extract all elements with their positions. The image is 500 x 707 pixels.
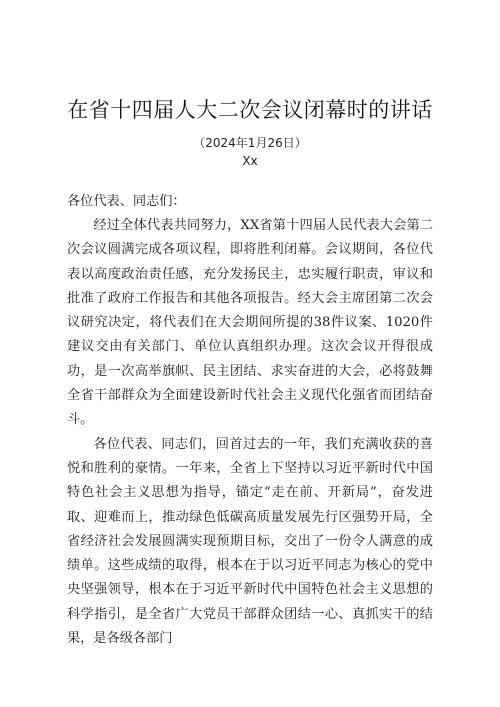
document-body (67, 214, 433, 651)
paragraph: 各位代表、同志们，回首过去的一年，我们充满收获的喜悦和胜利的豪情。一年来，全省上下坚持以习近平新时代中国特色社会主义思想为指导，锚定“走在前、开新局”，奋发进取、迎难而上，推动绿色低碳高质量发展先行区强势开局，全省经济社会发展圆满实现预期目标，交出了一份令人满意的成绩单。这些成绩的取得，根本在于以习近平同志为核心的党中央坚强领导，根本在于习近平新时代中国特色社会主义思想的科学指引，是全省广大党员干部群众团结一心、真抓实干的结果，是各级各部门 (67, 436, 433, 647)
paragraph: 经过全体代表共同努力，XX省第十四届人民代表大会第二次会议圆满完成各项议程，即将胜利闭幕。会议期间，各位代表以高度政治责任感，充分发扬民主，忠实履行职责，审议和批准了政府工作报告和其他各项报告。经大会主席团第二次会议研究决定，将代表们在大会期间所提的38件议案、1020件建议交由有关部门、单位认真组织办理。这次会议开得很成功，是一次高举旗帜、民主团结、求实奋进的大会，必将鼓舞全省干部群众为全面建设新时代社会主义现代化强省而团结奋斗。 (67, 218, 433, 428)
document-title: 在省十四届人大二次会议闭幕时的讲话 (67, 98, 433, 122)
document-date: （2024年1月26日） (193, 136, 307, 150)
document-author: Xx (242, 154, 258, 168)
salutation: 各位代表、同志们： (67, 194, 186, 209)
